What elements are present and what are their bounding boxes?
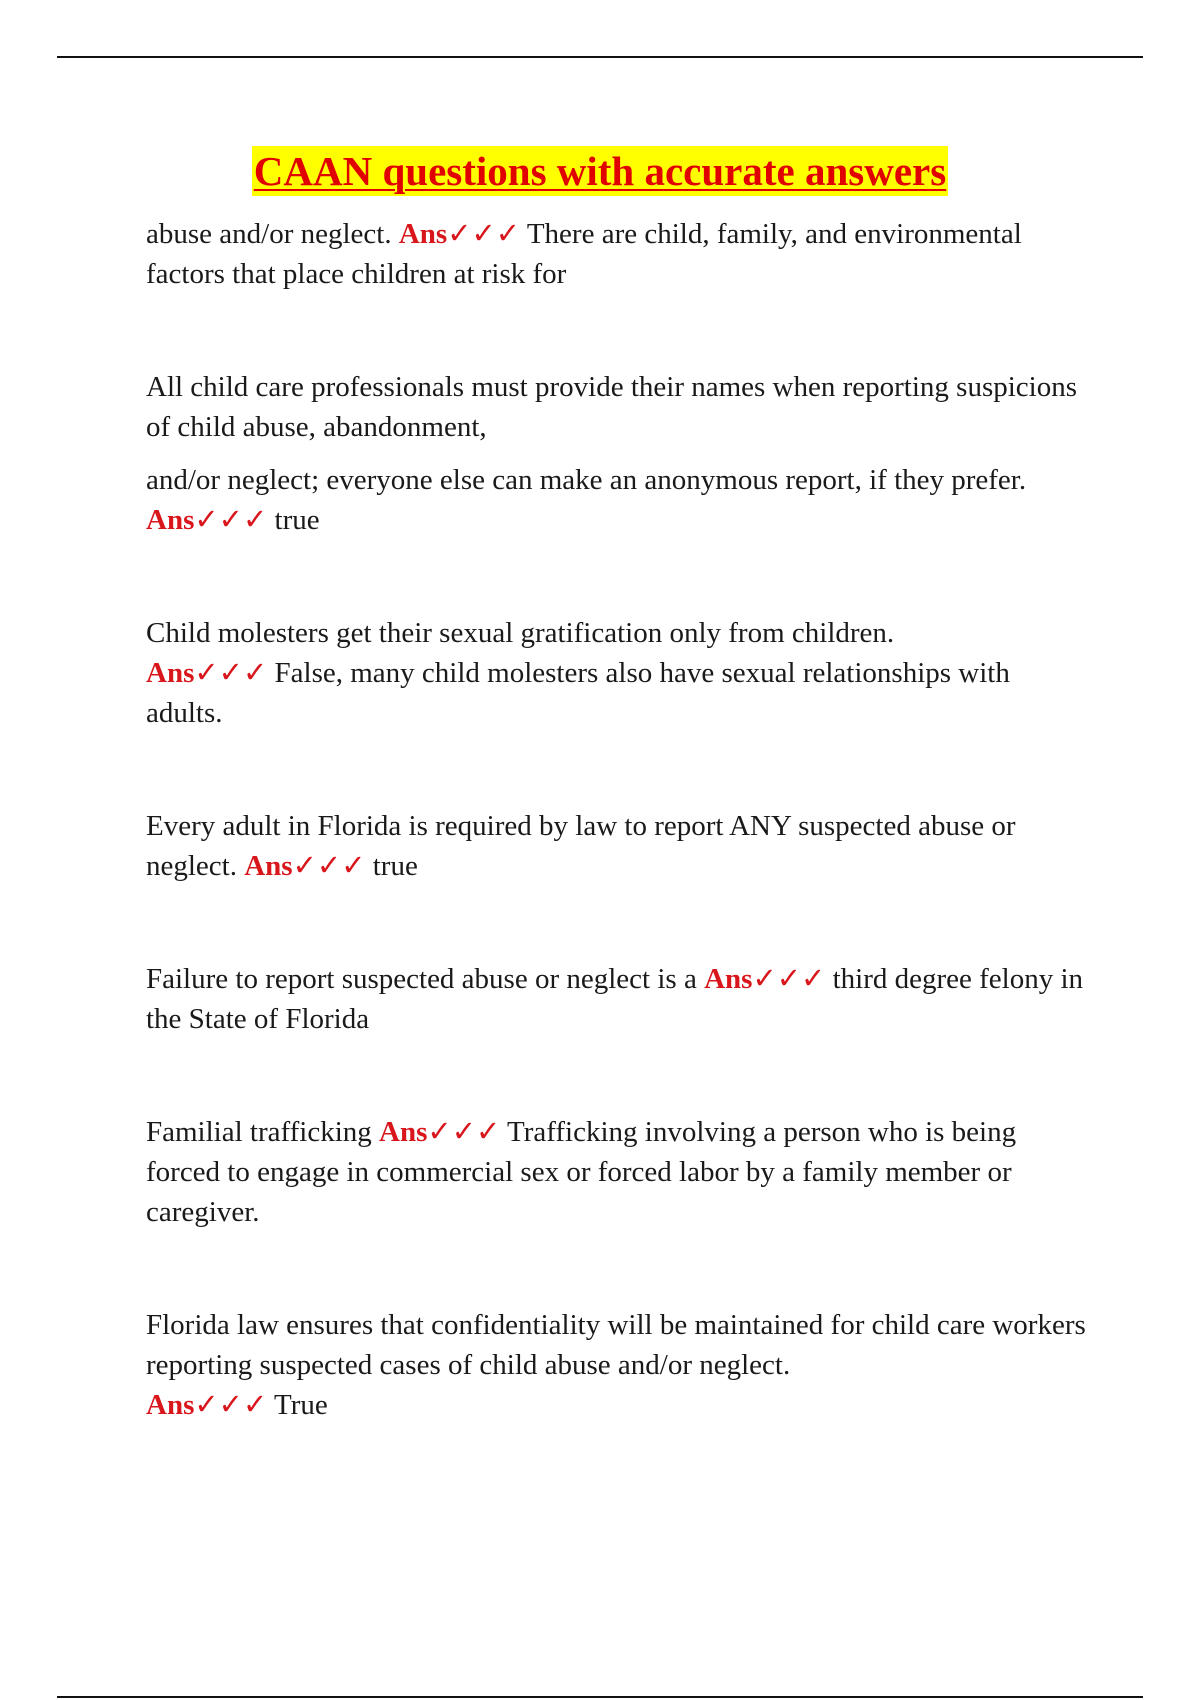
qa-item bbox=[146, 1305, 1092, 1425]
question-text: Florida law ensures that confidentiality will be maintained for child care workers reporting suspected cases of child abuse and/or neglect. bbox=[146, 1309, 1086, 1381]
answer-label bbox=[704, 963, 825, 995]
qa-item bbox=[146, 806, 1092, 886]
answer-word: Ans bbox=[146, 657, 195, 689]
qa-text bbox=[146, 613, 1092, 733]
answer-label bbox=[146, 1389, 267, 1421]
answer-text: true bbox=[372, 850, 418, 882]
answer-text: true bbox=[274, 504, 320, 536]
qa-text bbox=[146, 959, 1092, 1039]
checkmark-icon: ✓✓✓ bbox=[194, 504, 268, 536]
answer-label bbox=[244, 850, 365, 882]
question-text: Child molesters get their sexual gratification only from children. bbox=[146, 617, 895, 649]
qa-item bbox=[146, 959, 1092, 1039]
qa-item bbox=[146, 1112, 1092, 1232]
answer-word: Ans bbox=[379, 1116, 428, 1148]
qa-text bbox=[146, 806, 1092, 886]
document-body bbox=[146, 214, 1092, 1425]
qa-item bbox=[146, 214, 1092, 294]
answer-text: third degree felony in the State of Florida bbox=[146, 963, 1084, 1035]
qa-text bbox=[146, 214, 1092, 294]
header-rule bbox=[57, 56, 1143, 58]
answer-word: Ans bbox=[146, 1389, 195, 1421]
qa-item bbox=[146, 613, 1092, 733]
answer-word: Ans bbox=[398, 218, 448, 250]
answer-word: Ans bbox=[146, 504, 195, 536]
checkmark-icon: ✓✓✓ bbox=[427, 1116, 501, 1148]
answer-label bbox=[146, 504, 267, 536]
document-title: CAAN questions with accurate answers bbox=[253, 148, 947, 194]
qa-text bbox=[146, 1305, 1092, 1425]
question-text: abuse and/or neglect. bbox=[146, 218, 399, 250]
question-text: Familial trafficking bbox=[146, 1116, 380, 1148]
answer-word: Ans bbox=[244, 850, 293, 882]
title-container bbox=[0, 146, 1200, 196]
footer-rule bbox=[57, 1696, 1143, 1698]
answer-label bbox=[146, 657, 267, 689]
checkmark-icon: ✓✓✓ bbox=[194, 657, 268, 689]
answer-word: Ans bbox=[704, 963, 753, 995]
answer-text: There are child, family, and environmental factors that place children at risk for bbox=[146, 218, 1022, 290]
qa-text bbox=[146, 460, 1092, 540]
qa-text bbox=[146, 1112, 1092, 1232]
answer-label bbox=[399, 218, 520, 250]
answer-text: True bbox=[274, 1389, 328, 1421]
checkmark-icon: ✓✓✓ bbox=[292, 850, 366, 882]
answer-text: Trafficking involving a person who is being forced to engage in commercial sex or forced labor by a family member or caregiver. bbox=[146, 1116, 1017, 1228]
checkmark-icon: ✓✓✓ bbox=[447, 218, 521, 250]
answer-label bbox=[379, 1116, 500, 1148]
question-text: Failure to report suspected abuse or neglect is a bbox=[146, 963, 705, 995]
answer-text: False, many child molesters also have sexual relationships with adults. bbox=[146, 657, 1010, 729]
qa-text: All child care professionals must provide their names when reporting suspicions of child abuse, abandonment, bbox=[146, 371, 1078, 443]
checkmark-icon: ✓✓✓ bbox=[194, 1389, 268, 1421]
qa-item bbox=[146, 367, 1092, 540]
question-text: and/or neglect; everyone else can make an anonymous report, if they prefer. bbox=[146, 464, 1027, 496]
question-text: Every adult in Florida is required by law to report ANY suspected abuse or neglect. bbox=[146, 810, 1016, 882]
checkmark-icon: ✓✓✓ bbox=[752, 963, 826, 995]
